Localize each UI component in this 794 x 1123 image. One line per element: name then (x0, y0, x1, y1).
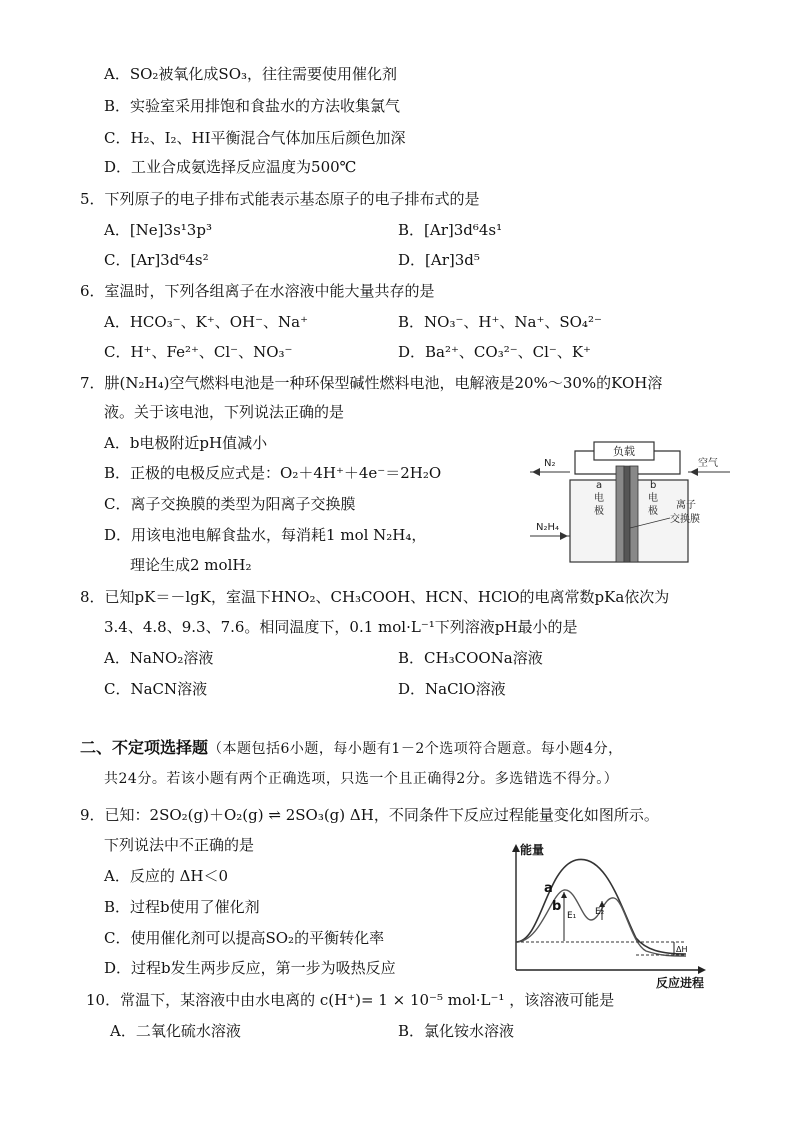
electrode-a (616, 466, 624, 562)
energy-profile-diagram (496, 838, 716, 990)
air-label: 空气 (698, 458, 718, 469)
q7-option-a: A．b电极附近pH值减小 (104, 434, 268, 452)
q9-option-a: A．反应的 ΔH＜0 (104, 867, 229, 885)
x-axis-label: 反应进程 (656, 976, 705, 990)
q5-option-b: B．[Ar]3d⁶4s¹ (398, 221, 503, 239)
section2-header (80, 738, 623, 759)
section2-title: 二、不定项选择题 (80, 738, 209, 757)
electrode-b-label-3: 极 (648, 506, 658, 517)
q4-option-b: B．实验室采用排饱和食盐水的方法收集氯气 (104, 97, 401, 115)
e1-arrowhead (561, 892, 567, 898)
e2-label: E₂ (595, 907, 605, 917)
q7-option-d-cont: 理论生成2 molH₂ (130, 556, 252, 574)
membrane-label-2: 交换膜 (670, 514, 700, 525)
n2h4-arrow (560, 532, 568, 540)
curve-b (516, 890, 686, 956)
q6-stem: 6．室温时，下列各组离子在水溶液中能大量共存的是 (80, 282, 435, 300)
q5-option-c: C．[Ar]3d⁶4s² (104, 251, 209, 269)
fuel-cell-diagram (530, 436, 730, 566)
q6-option-d: D．Ba²⁺、CO₃²⁻、Cl⁻、K⁺ (398, 343, 591, 361)
q5-option-d: D．[Ar]3d⁵ (398, 251, 480, 269)
electrode-b-label: b (650, 480, 657, 491)
q4-option-d: D．工业合成氨选择反应温度为500℃ (104, 158, 357, 176)
q7-option-c: C．离子交换膜的类型为阳离子交换膜 (104, 495, 356, 513)
n2-arrow (532, 468, 540, 476)
q7-stem-line2: 液。关于该电池，下列说法正确的是 (104, 403, 345, 421)
q10-stem: 10．常温下，某溶液中由水电离的 c(H⁺)= 1 × 10⁻⁵ mol·L⁻¹ ，该溶液可能是 (86, 991, 615, 1009)
q8-option-c: C．NaCN溶液 (104, 680, 208, 698)
q6-option-a: A．HCO₃⁻、K⁺、OH⁻、Na⁺ (104, 313, 309, 331)
n2h4-label: N₂H₄ (536, 522, 560, 533)
q8-stem-line1: 8．已知pK＝－lgK，室温下HNO₂、CH₃COOH、HCN、HClO的电离常数pKa依次为 (80, 588, 670, 606)
e1-label: E₁ (567, 911, 577, 921)
n2-label: N₂ (544, 458, 556, 469)
q10-option-b: B．氯化铵水溶液 (398, 1022, 515, 1040)
q9-option-c: C．使用催化剂可以提高SO₂的平衡转化率 (104, 929, 385, 947)
q5-stem: 5．下列原子的电子排布式能表示基态原子的电子排布式的是 (80, 190, 480, 208)
q8-option-d: D．NaClO溶液 (398, 680, 506, 698)
section2-note-2: 共24分。若该小题有两个正确选项，只选一个且正确得2分。多选错选不得分。） (104, 771, 619, 787)
q6-option-c: C．H⁺、Fe²⁺、Cl⁻、NO₃⁻ (104, 343, 293, 361)
q9-option-b: B．过程b使用了催化剂 (104, 898, 260, 916)
q4-option-c: C．H₂、I₂、HI平衡混合气体加压后颜色加深 (104, 129, 406, 147)
q5-option-a: A．[Ne]3s¹3p³ (104, 221, 212, 239)
q9-option-d: D．过程b发生两步反应，第一步为吸热反应 (104, 959, 396, 977)
q8-stem-line2: 3.4、4.8、9.3、7.6。相同温度下，0.1 mol·L⁻¹下列溶液pH最小的是 (104, 618, 578, 636)
q8-option-a: A．NaNO₂溶液 (104, 649, 214, 667)
curve-b-label: b (552, 899, 562, 914)
air-arrow (690, 468, 698, 476)
q7-stem-line1: 7．肼(N₂H₄)空气燃料电池是一种环保型碱性燃料电池，电解液是20%～30%的KOH溶 (80, 374, 663, 392)
electrode-b (630, 466, 638, 562)
y-axis-arrow (512, 844, 520, 852)
q7-option-b: B．正极的电极反应式是：O₂＋4H⁺＋4e⁻＝2H₂O (104, 464, 442, 482)
membrane (624, 466, 630, 562)
q7-option-d: D．用该电池电解食盐水，每消耗1 mol N₂H₄， (104, 526, 427, 544)
q8-option-b: B．CH₃COONa溶液 (398, 649, 543, 667)
q10-option-a: A．二氧化硫水溶液 (110, 1022, 241, 1040)
q4-option-a: A．SO₂被氧化成SO₃，往往需要使用催化剂 (104, 65, 398, 83)
dh-label: ΔH (676, 945, 688, 954)
x-axis-arrow (698, 966, 706, 974)
membrane-label-1: 离子 (676, 500, 696, 511)
load-label: 负载 (613, 445, 635, 458)
q9-stem-line2: 下列说法中不正确的是 (104, 836, 255, 854)
q6-option-b: B．NO₃⁻、H⁺、Na⁺、SO₄²⁻ (398, 313, 602, 331)
electrode-a-label-2: 电 (594, 493, 604, 504)
electrode-b-label-2: 电 (648, 493, 658, 504)
curve-a-label: a (544, 881, 553, 896)
section2-note-1: （本题包括6小题，每小题有1－2个选项符合题意。每小题4分， (208, 741, 623, 757)
electrode-a-label-3: 极 (594, 506, 604, 517)
q9-stem-line1: 9．已知：2SO₂(g)＋O₂(g) ⇌ 2SO₃(g) ΔH，不同条件下反应过程能量变化如图所示。 (80, 806, 659, 824)
y-axis-label: 能量 (520, 843, 545, 857)
electrode-a-label: a (596, 480, 603, 491)
